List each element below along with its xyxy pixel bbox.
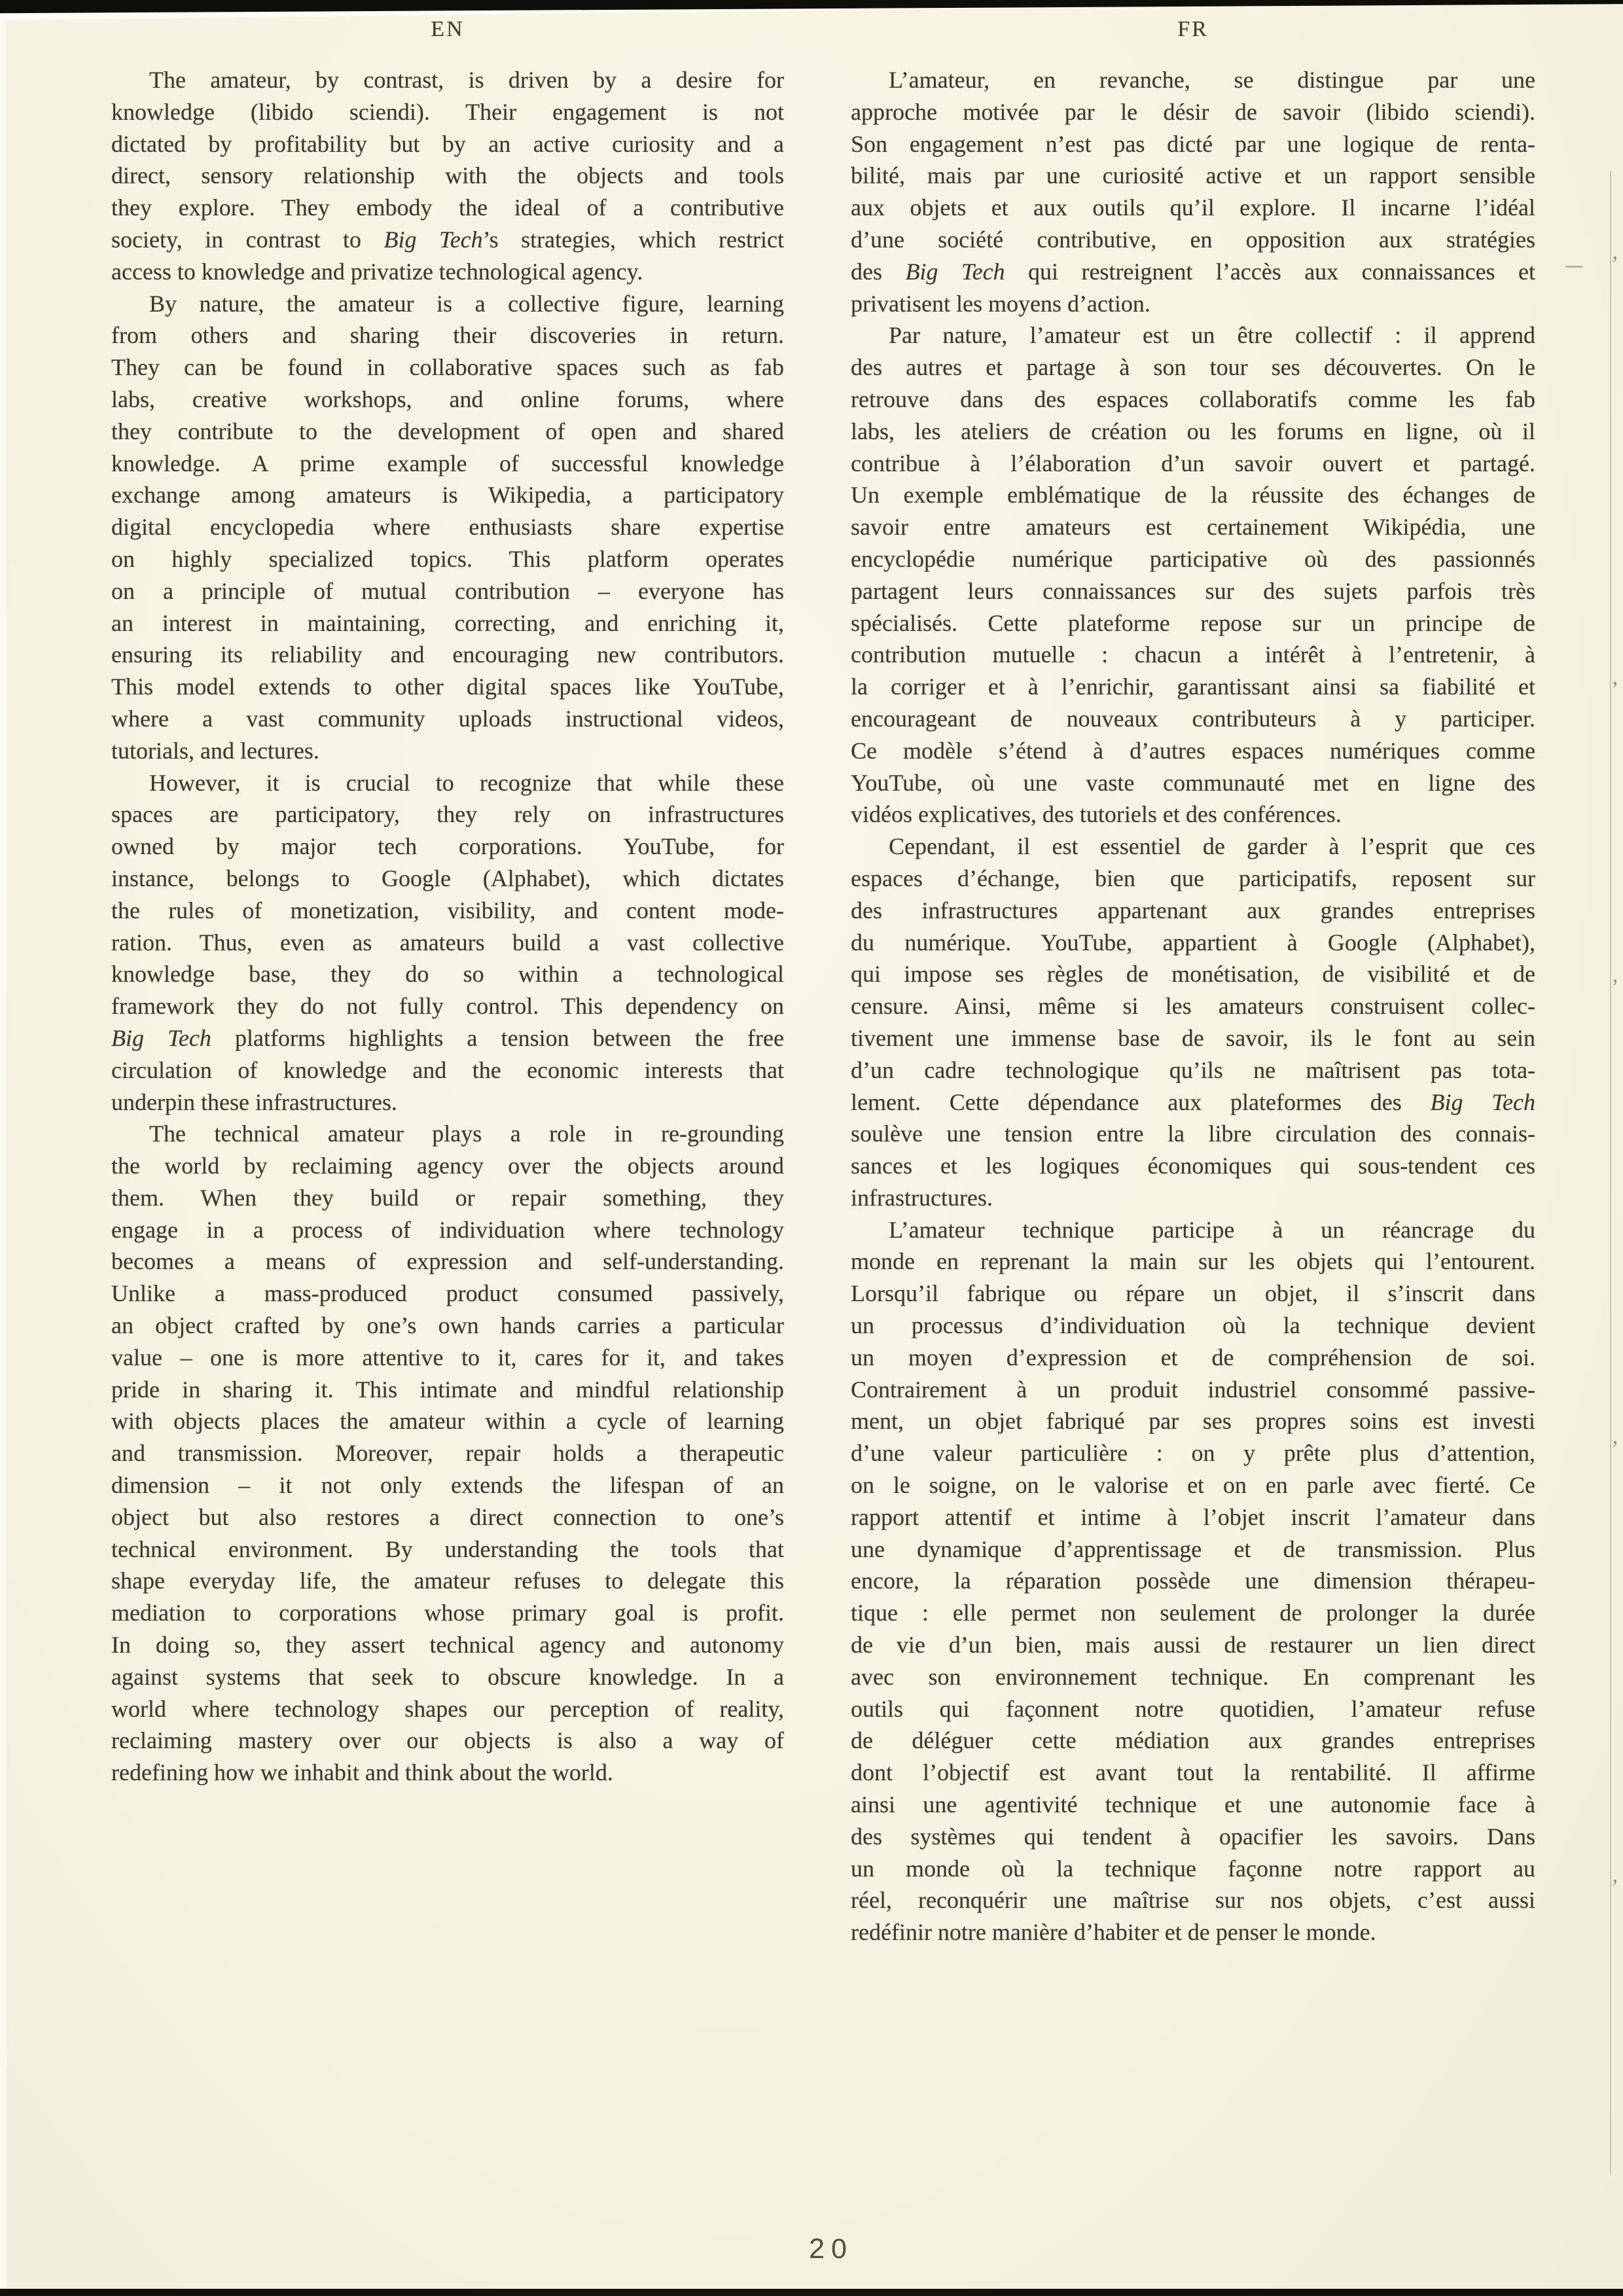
text-line: retrouve dans des espaces collaboratifs comme les fab (851, 386, 1535, 412)
paragraph (111, 64, 784, 288)
text-line: encore, la réparation possède une dimension thérapeu- (851, 1568, 1535, 1594)
text-line: savoir entre amateurs est certainement Wikipédia, une (851, 514, 1535, 541)
text-line: becomes a means of expression and self-understanding. (111, 1248, 784, 1275)
text-line: ainsi une agentivité technique et une autonomie face à (851, 1791, 1535, 1818)
text-line: Big Tech platforms highlights a tension between the free (111, 1024, 784, 1051)
text-line: instance, belongs to Google (Alphabet), which dictates (111, 865, 784, 891)
text-line: encyclopédie numérique participative où des passionnés (851, 545, 1535, 572)
text-line: partagent leurs connaissances sur des sujets parfois très (851, 577, 1535, 604)
text-line: on le soigne, on le valorise et on en parle avec fierté. Ce (851, 1472, 1535, 1499)
text-line: knowledge base, they do so within a technological (111, 961, 784, 988)
text-line: espaces d’échange, bien que participatifs, reposent sur (851, 865, 1535, 891)
page-number: 20 (809, 2233, 853, 2265)
text-line: They can be found in collaborative spaces such as fab (111, 354, 784, 381)
text-line: un processus d’individuation où la technique devient (851, 1312, 1535, 1339)
text-line: they explore. They embody the ideal of a contributive (111, 194, 784, 221)
text-line: knowledge. A prime example of successful knowledge (111, 450, 784, 476)
text-line: owned by major tech corporations. YouTube, for (111, 833, 784, 860)
text-line: redéfinir notre manière d’habiter et de penser le monde. (851, 1919, 1376, 1946)
text-line: ment, un objet fabriqué par ses propres soins est investi (851, 1408, 1535, 1435)
text-line: This model extends to other digital spaces like YouTube, (111, 673, 784, 700)
text-line: circulation of knowledge and the economic interests that (111, 1056, 784, 1083)
paragraph (851, 1214, 1535, 1948)
text-line: rapport attentif et intime à l’objet inscrit l’amateur dans (851, 1503, 1535, 1530)
text-line: Un exemple emblématique de la réussite des échanges de (851, 482, 1535, 509)
text-line: L’amateur technique participe à un réancrage du (889, 1216, 1535, 1243)
text-line: direct, sensory relationship with the objects and tools (111, 162, 784, 189)
left-page-edge (0, 10, 7, 2288)
text-line: them. When they build or repair something, they (111, 1184, 784, 1211)
text-line: In doing so, they assert technical agency and autonomy (111, 1632, 784, 1659)
text-line: ensuring its reliability and encouraging new contributors. (111, 641, 784, 668)
text-line: object but also restores a direct connection to one’s (111, 1503, 784, 1530)
text-line: dimension – it not only extends the lifespan of an (111, 1472, 784, 1499)
scan-speck-mark: ’ (1611, 1437, 1619, 1461)
text-line: dont l’objectif est avant tout la rentabilité. Il affirme (851, 1759, 1535, 1786)
text-line: de vie d’un bien, mais aussi de restaurer un lien direct (851, 1632, 1535, 1659)
column-header-en: EN (431, 17, 465, 41)
text-line: shape everyday life, the amateur refuses to delegate this (111, 1568, 784, 1594)
text-line: from others and sharing their discoveries in return. (111, 322, 784, 349)
text-line: YouTube, où une vaste communauté met en ligne des (851, 769, 1535, 796)
paragraph (851, 831, 1535, 1214)
text-line: Contrairement à un produit industriel consommé passive- (851, 1376, 1535, 1403)
text-line: By nature, the amateur is a collective figure, learning (149, 290, 784, 317)
text-line: society, in contrast to Big Tech’s strategies, which restrict (111, 226, 784, 253)
paragraph (851, 319, 1535, 831)
text-line: d’une société contributive, en opposition aux stratégies (851, 226, 1535, 253)
text-line: contribution mutuelle : chacun a intérêt à l’entretenir, à (851, 641, 1535, 668)
column-header-fr: FR (1177, 17, 1209, 41)
text-line: des autres et partage à son tour ses découvertes. On le (851, 354, 1535, 381)
text-line: de déléguer cette médiation aux grandes entreprises (851, 1727, 1535, 1754)
text-line: with objects places the amateur within a cycle of learning (111, 1408, 784, 1435)
text-line: spaces are participatory, they rely on infrastructures (111, 801, 784, 828)
text-line: monde en reprenant la main sur les objets qui l’entourent. (851, 1248, 1535, 1275)
text-line: L’amateur, en revanche, se distingue par une (889, 67, 1535, 93)
text-line: encourageant de nouveaux contributeurs à y participer. (851, 705, 1535, 732)
column-english (111, 17, 784, 1789)
column-body-fr (851, 64, 1535, 1948)
text-line: engage in a process of individuation where technology (111, 1216, 784, 1243)
column-body-en (111, 64, 784, 1789)
scan-dash-mark (1565, 266, 1582, 268)
text-line: approche motivée par le désir de savoir (libido sciendi). (851, 98, 1535, 125)
text-line: dictated by profitability but by an active curiosity and a (111, 130, 784, 157)
text-line: privatisent les moyens d’action. (851, 290, 1150, 317)
text-line: and transmission. Moreover, repair holds a therapeutic (111, 1440, 784, 1467)
text-line: redefining how we inhabit and think about the world. (111, 1759, 613, 1786)
text-line: technical environment. By understanding the tools that (111, 1535, 784, 1562)
text-line: des Big Tech qui restreignent l’accès aux connaissances et (851, 258, 1535, 285)
scan-speck-mark: ’ (1611, 677, 1619, 702)
text-line: tique : elle permet non seulement de prolonger la durée (851, 1600, 1535, 1626)
text-line: Ce modèle s’étend à d’autres espaces numériques comme (851, 737, 1535, 764)
text-line: des infrastructures appartenant aux grandes entreprises (851, 897, 1535, 924)
text-line: where a vast community uploads instructional videos, (111, 705, 784, 732)
text-line: Cependant, il est essentiel de garder à l’esprit que ces (889, 833, 1535, 860)
text-line: However, it is crucial to recognize that while these (149, 769, 784, 796)
text-line: réel, reconquérir une maîtrise sur nos objets, c’est aussi (851, 1887, 1535, 1914)
text-line: framework they do not fully control. This dependency on (111, 993, 784, 1020)
text-line: d’un cadre technologique qu’ils ne maîtrisent pas tota- (851, 1056, 1535, 1083)
text-line: bilité, mais par une curiosité active et un rapport sensible (851, 162, 1535, 189)
text-line: world where technology shapes our perception of reality, (111, 1695, 784, 1722)
text-line: spécialisés. Cette plateforme repose sur un principe de (851, 609, 1535, 636)
text-line: aux objets et aux outils qu’il explore. Il incarne l’idéal (851, 194, 1535, 221)
text-line: the rules of monetization, visibility, and content mode- (111, 897, 784, 924)
text-line: value – one is more attentive to it, cares for it, and takes (111, 1344, 784, 1371)
text-line: reclaiming mastery over our objects is also a way of (111, 1727, 784, 1754)
text-line: un monde où la technique façonne notre rapport au (851, 1855, 1535, 1882)
text-line: d’une valeur particulière : on y prête plus d’attention, (851, 1440, 1535, 1467)
text-line: labs, les ateliers de création ou les forums en ligne, où il (851, 418, 1535, 444)
paragraph (111, 288, 784, 767)
text-line: tivement une immense base de savoir, ils le font au sein (851, 1024, 1535, 1051)
text-line: avec son environnement technique. En comprenant les (851, 1663, 1535, 1690)
text-line: on a principle of mutual contribution – everyone has (111, 577, 784, 604)
text-line: underpin these infrastructures. (111, 1088, 397, 1115)
text-line: Unlike a mass-produced product consumed passively, (111, 1280, 784, 1307)
text-line: outils qui façonnent notre quotidien, l’amateur refuse (851, 1695, 1535, 1722)
scan-edge-bottom (0, 2289, 1623, 2296)
paragraph (111, 1118, 784, 1789)
text-line: du numérique. YouTube, appartient à Google (Alphabet), (851, 929, 1535, 956)
text-line: on highly specialized topics. This platform operates (111, 545, 784, 572)
text-line: mediation to corporations whose primary goal is profit. (111, 1600, 784, 1626)
text-line: an object crafted by one’s own hands carries a particular (111, 1312, 784, 1339)
text-line: Par nature, l’amateur est un être collectif : il apprend (889, 322, 1535, 349)
text-line: access to knowledge and privatize technological agency. (111, 258, 643, 285)
text-line: Son engagement n’est pas dicté par une logique de renta- (851, 130, 1535, 157)
page-gutter-line (1610, 171, 1611, 2174)
text-line: tutorials, and lectures. (111, 737, 319, 764)
text-line: digital encyclopedia where enthusiasts share expertise (111, 514, 784, 541)
text-line: Lorsqu’il fabrique ou répare un objet, il s’inscrit dans (851, 1280, 1535, 1307)
text-line: une dynamique d’apprentissage et de transmission. Plus (851, 1535, 1535, 1562)
text-line: exchange among amateurs is Wikipedia, a participatory (111, 482, 784, 509)
text-line: against systems that seek to obscure knowledge. In a (111, 1663, 784, 1690)
paragraph (851, 64, 1535, 319)
text-line: The technical amateur plays a role in re-grounding (149, 1121, 784, 1147)
text-line: infrastructures. (851, 1184, 993, 1211)
text-line: an interest in maintaining, correcting, and enriching it, (111, 609, 784, 636)
text-line: they contribute to the development of open and shared (111, 418, 784, 444)
text-line: The amateur, by contrast, is driven by a desire for (149, 67, 784, 93)
text-line: des systèmes qui tendent à opacifier les savoirs. Dans (851, 1823, 1535, 1850)
scan-speck-mark: ’ (1611, 1875, 1619, 1899)
text-line: sances et les logiques économiques qui sous-tendent ces (851, 1153, 1535, 1179)
text-line: un moyen d’expression et de compréhension de soi. (851, 1344, 1535, 1371)
text-line: pride in sharing it. This intimate and mindful relationship (111, 1376, 784, 1403)
text-line: qui impose ses règles de monétisation, de visibilité et de (851, 961, 1535, 988)
text-line: knowledge (libido sciendi). Their engagement is not (111, 98, 784, 125)
scan-speck-mark: ’ (1611, 252, 1619, 276)
text-line: ration. Thus, even as amateurs build a vast collective (111, 929, 784, 956)
paragraph (111, 767, 784, 1119)
text-line: labs, creative workshops, and online forums, where (111, 386, 784, 412)
scan-speck-mark: ’ (1611, 975, 1619, 999)
text-line: censure. Ainsi, même si les amateurs construisent collec- (851, 993, 1535, 1020)
text-line: la corriger et à l’enrichir, garantissant ainsi sa fiabilité et (851, 673, 1535, 700)
text-line: contribue à l’élaboration d’un savoir ouvert et partagé. (851, 450, 1535, 476)
column-french (851, 17, 1535, 1948)
text-line: the world by reclaiming agency over the objects around (111, 1153, 784, 1179)
text-line: lement. Cette dépendance aux plateformes des Big Tech (851, 1088, 1535, 1115)
text-line: vidéos explicatives, des tutoriels et des conférences. (851, 801, 1342, 828)
text-line: soulève une tension entre la libre circulation des connais- (851, 1121, 1535, 1147)
